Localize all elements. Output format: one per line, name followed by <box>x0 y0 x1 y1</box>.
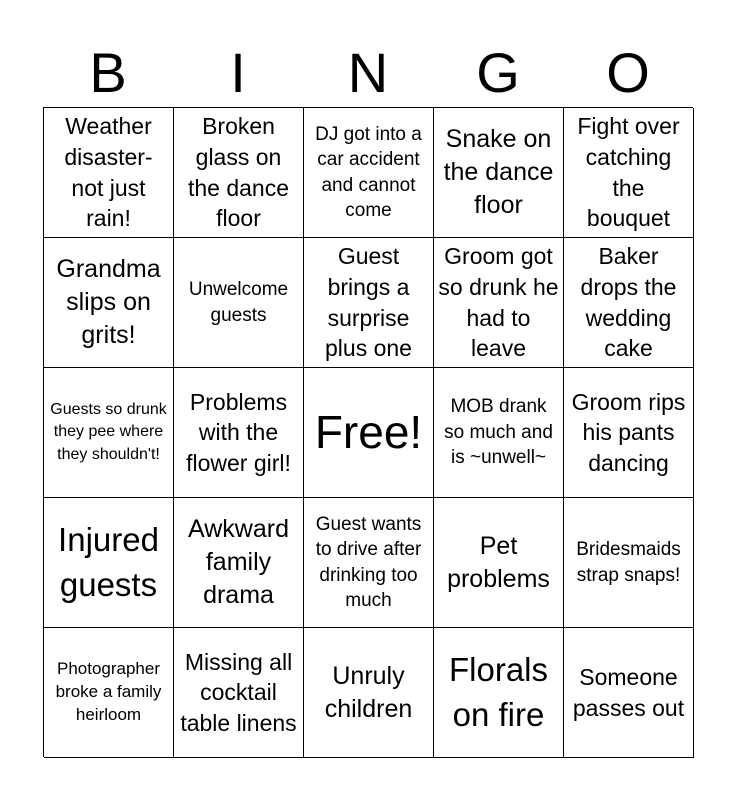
bingo-cell[interactable] <box>174 498 304 628</box>
bingo-cell[interactable] <box>44 108 174 238</box>
bingo-cell[interactable] <box>304 238 434 368</box>
header-letter-o: O <box>606 41 650 104</box>
header-letter-i: I <box>230 41 246 104</box>
bingo-cell[interactable] <box>564 108 694 238</box>
bingo-cell[interactable] <box>174 628 304 758</box>
bingo-cell[interactable] <box>44 238 174 368</box>
cell-text: Guest brings a surprise plus one <box>325 243 412 362</box>
cell-text: Missing all cocktail table linens <box>180 648 297 736</box>
cell-text: MOB drank so much and is ~unwell~ <box>444 396 553 469</box>
cell-text: Unruly children <box>324 661 413 723</box>
bingo-cell[interactable] <box>434 108 564 238</box>
bingo-cell[interactable] <box>304 628 434 758</box>
bingo-grid <box>43 107 693 757</box>
header-letter-b: B <box>89 41 127 104</box>
cell-text: Pet problems <box>447 531 550 593</box>
free-space[interactable] <box>304 368 434 498</box>
cell-text: Weather disaster- not just rain! <box>64 113 153 232</box>
bingo-cell[interactable] <box>44 498 174 628</box>
cell-text: Guest wants to drive after drinking too much <box>315 513 422 611</box>
header-letter-g: G <box>476 41 520 104</box>
bingo-cell[interactable] <box>564 628 694 758</box>
bingo-cell[interactable] <box>564 368 694 498</box>
bingo-cell[interactable] <box>44 628 174 758</box>
cell-text: Unwelcome guests <box>188 279 289 326</box>
cell-text: Photographer broke a family heirloom <box>55 659 162 724</box>
cell-text: Groom got so drunk he had to leave <box>438 243 559 362</box>
bingo-cell[interactable] <box>174 108 304 238</box>
bingo-cell[interactable] <box>434 628 564 758</box>
cell-text: Awkward family drama <box>188 515 289 609</box>
bingo-header <box>43 40 693 106</box>
cell-text: Grandma slips on grits! <box>56 255 161 349</box>
cell-text: Bridesmaids strap snaps! <box>576 539 681 586</box>
bingo-cell[interactable] <box>434 238 564 368</box>
header-letter-n: N <box>347 41 389 104</box>
cell-text: Fight over catching the bouquet <box>577 113 680 232</box>
cell-text: Problems with the flower girl! <box>186 388 291 476</box>
cell-text: Baker drops the wedding cake <box>580 243 677 362</box>
bingo-cell[interactable] <box>564 238 694 368</box>
bingo-cell[interactable] <box>304 108 434 238</box>
bingo-cell[interactable] <box>434 498 564 628</box>
bingo-cell[interactable] <box>564 498 694 628</box>
cell-text: DJ got into a car accident and cannot come <box>315 123 422 221</box>
bingo-cell[interactable] <box>434 368 564 498</box>
cell-text: Snake on the dance floor <box>443 125 554 219</box>
cell-text: Guests so drunk they pee where they shouldn't! <box>50 400 167 463</box>
cell-text: Groom rips his pants dancing <box>571 388 686 476</box>
cell-text: Broken glass on the dance floor <box>187 113 290 232</box>
cell-text: Injured guests <box>58 520 159 603</box>
cell-text: Someone passes out <box>572 663 685 721</box>
bingo-cell[interactable] <box>174 238 304 368</box>
bingo-cell[interactable] <box>44 368 174 498</box>
cell-text: Florals on fire <box>448 650 549 733</box>
bingo-cell[interactable] <box>174 368 304 498</box>
free-space-text: Free! <box>314 405 423 458</box>
bingo-cell[interactable] <box>304 498 434 628</box>
